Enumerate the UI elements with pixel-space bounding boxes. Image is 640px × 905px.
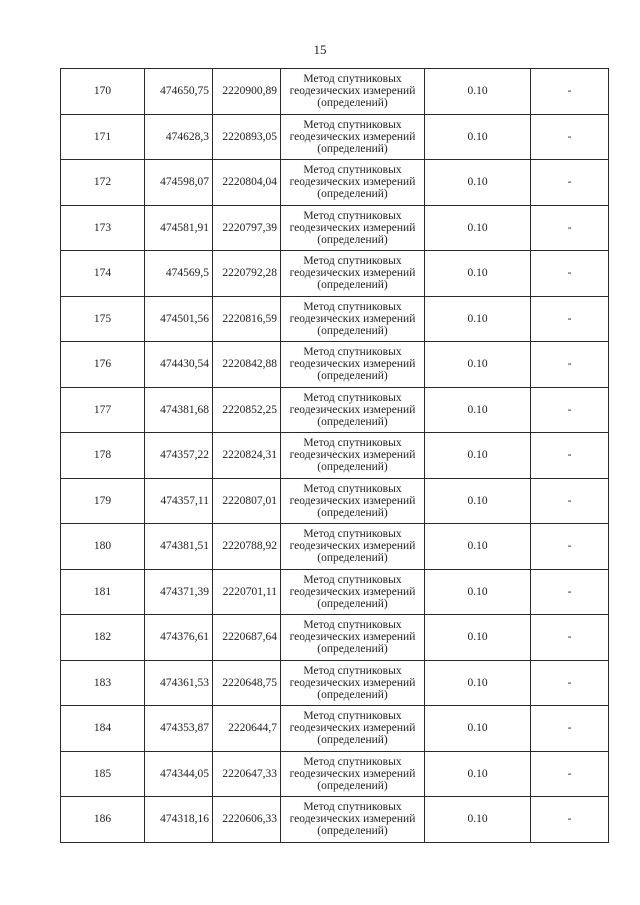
table-row [61,615,609,661]
point-number-cell: 170 [61,69,145,115]
method-cell [281,160,425,206]
table-row [61,660,609,706]
method-cell [281,478,425,524]
accuracy-cell: 0.10 [425,387,531,433]
method-line: (определений) [317,597,388,610]
method-cell [281,205,425,251]
method-line: Метод спутниковых [303,437,402,450]
y-coordinate-cell: 2220816,59 [213,296,281,342]
method-line: Метод спутниковых [303,528,402,541]
method-line: геодезических измерений [289,767,416,780]
method-line: (определений) [317,506,388,519]
method-cell [281,69,425,115]
method-line: Метод спутниковых [303,255,402,268]
description-cell: - [531,615,609,661]
accuracy-cell: 0.10 [425,660,531,706]
description-cell: - [531,160,609,206]
accuracy-cell: 0.10 [425,296,531,342]
coordinates-table [60,68,609,843]
method-line: (определений) [317,643,388,656]
point-number-cell: 176 [61,342,145,388]
method-line: геодезических измерений [289,494,416,507]
description-cell: - [531,706,609,752]
method-line: (определений) [317,324,388,337]
accuracy-cell: 0.10 [425,569,531,615]
method-line: геодезических измерений [289,631,416,644]
method-line: Метод спутниковых [303,619,402,632]
table-row [61,797,609,843]
method-line: (определений) [317,461,388,474]
x-coordinate-cell: 474361,53 [145,660,213,706]
method-line: геодезических измерений [289,676,416,689]
table-row [61,69,609,115]
method-line: Метод спутниковых [303,482,402,495]
method-line: (определений) [317,279,388,292]
accuracy-cell: 0.10 [425,342,531,388]
description-cell: - [531,524,609,570]
method-line: геодезических измерений [289,358,416,371]
x-coordinate-cell: 474501,56 [145,296,213,342]
point-number-cell: 178 [61,433,145,479]
accuracy-cell: 0.10 [425,751,531,797]
y-coordinate-cell: 2220687,64 [213,615,281,661]
method-line: геодезических измерений [289,540,416,553]
description-cell: - [531,660,609,706]
y-coordinate-cell: 2220792,28 [213,251,281,297]
x-coordinate-cell: 474353,87 [145,706,213,752]
method-line: (определений) [317,415,388,428]
method-line: геодезических измерений [289,722,416,735]
method-cell [281,433,425,479]
table-row [61,251,609,297]
method-line: Метод спутниковых [303,209,402,222]
x-coordinate-cell: 474318,16 [145,797,213,843]
method-line: (определений) [317,142,388,155]
description-cell: - [531,296,609,342]
x-coordinate-cell: 474371,39 [145,569,213,615]
accuracy-cell: 0.10 [425,797,531,843]
table-row [61,387,609,433]
description-cell: - [531,205,609,251]
method-cell [281,615,425,661]
accuracy-cell: 0.10 [425,478,531,524]
method-cell [281,706,425,752]
y-coordinate-cell: 2220842,88 [213,342,281,388]
description-cell: - [531,797,609,843]
y-coordinate-cell: 2220893,05 [213,114,281,160]
description-cell: - [531,251,609,297]
method-cell [281,524,425,570]
x-coordinate-cell: 474650,75 [145,69,213,115]
method-line: (определений) [317,688,388,701]
x-coordinate-cell: 474430,54 [145,342,213,388]
y-coordinate-cell: 2220648,75 [213,660,281,706]
y-coordinate-cell: 2220701,11 [213,569,281,615]
point-number-cell: 174 [61,251,145,297]
method-cell [281,569,425,615]
method-line: (определений) [317,97,388,110]
point-number-cell: 184 [61,706,145,752]
method-line: Метод спутниковых [303,710,402,723]
x-coordinate-cell: 474357,11 [145,478,213,524]
description-cell: - [531,433,609,479]
table-row [61,160,609,206]
method-line: (определений) [317,779,388,792]
method-line: Метод спутниковых [303,664,402,677]
x-coordinate-cell: 474376,61 [145,615,213,661]
method-line: Метод спутниковых [303,346,402,359]
method-line: геодезических измерений [289,312,416,325]
table-body [61,69,609,843]
method-cell [281,387,425,433]
method-line: Метод спутниковых [303,573,402,586]
accuracy-cell: 0.10 [425,251,531,297]
x-coordinate-cell: 474628,3 [145,114,213,160]
table-row [61,114,609,160]
y-coordinate-cell: 2220900,89 [213,69,281,115]
point-number-cell: 186 [61,797,145,843]
description-cell: - [531,478,609,524]
description-cell: - [531,387,609,433]
page-number: 15 [313,42,327,57]
method-line: геодезических измерений [289,85,416,98]
point-number-cell: 173 [61,205,145,251]
y-coordinate-cell: 2220852,25 [213,387,281,433]
method-line: геодезических измерений [289,130,416,143]
method-cell [281,660,425,706]
point-number-cell: 183 [61,660,145,706]
method-line: геодезических измерений [289,403,416,416]
method-line: геодезических измерений [289,813,416,826]
point-number-cell: 175 [61,296,145,342]
y-coordinate-cell: 2220804,04 [213,160,281,206]
method-cell [281,114,425,160]
accuracy-cell: 0.10 [425,524,531,570]
accuracy-cell: 0.10 [425,205,531,251]
method-line: Метод спутниковых [303,73,402,86]
method-line: геодезических измерений [289,267,416,280]
accuracy-cell: 0.10 [425,615,531,661]
method-line: (определений) [317,552,388,565]
y-coordinate-cell: 2220606,33 [213,797,281,843]
method-line: (определений) [317,188,388,201]
method-line: геодезических измерений [289,176,416,189]
point-number-cell: 181 [61,569,145,615]
accuracy-cell: 0.10 [425,114,531,160]
table-row [61,706,609,752]
method-line: Метод спутниковых [303,164,402,177]
table-row [61,205,609,251]
table-row [61,751,609,797]
table-row [61,569,609,615]
y-coordinate-cell: 2220647,33 [213,751,281,797]
description-cell: - [531,114,609,160]
table-row [61,478,609,524]
method-cell [281,342,425,388]
point-number-cell: 182 [61,615,145,661]
method-line: геодезических измерений [289,449,416,462]
point-number-cell: 185 [61,751,145,797]
method-cell [281,296,425,342]
x-coordinate-cell: 474598,07 [145,160,213,206]
table-row [61,433,609,479]
x-coordinate-cell: 474344,05 [145,751,213,797]
method-cell [281,797,425,843]
y-coordinate-cell: 2220807,01 [213,478,281,524]
x-coordinate-cell: 474381,51 [145,524,213,570]
accuracy-cell: 0.10 [425,69,531,115]
table-row [61,296,609,342]
point-number-cell: 172 [61,160,145,206]
y-coordinate-cell: 2220797,39 [213,205,281,251]
x-coordinate-cell: 474357,22 [145,433,213,479]
x-coordinate-cell: 474381,68 [145,387,213,433]
description-cell: - [531,751,609,797]
description-cell: - [531,69,609,115]
description-cell: - [531,569,609,615]
point-number-cell: 179 [61,478,145,524]
accuracy-cell: 0.10 [425,433,531,479]
method-line: (определений) [317,734,388,747]
point-number-cell: 177 [61,387,145,433]
method-line: Метод спутниковых [303,300,402,313]
table-row [61,524,609,570]
method-cell [281,251,425,297]
accuracy-cell: 0.10 [425,706,531,752]
description-cell: - [531,342,609,388]
method-line: (определений) [317,370,388,383]
y-coordinate-cell: 2220824,31 [213,433,281,479]
point-number-cell: 171 [61,114,145,160]
method-line: геодезических измерений [289,221,416,234]
y-coordinate-cell: 2220788,92 [213,524,281,570]
method-line: Метод спутниковых [303,118,402,131]
method-line: (определений) [317,825,388,838]
x-coordinate-cell: 474581,91 [145,205,213,251]
accuracy-cell: 0.10 [425,160,531,206]
table-row [61,342,609,388]
y-coordinate-cell: 2220644,7 [213,706,281,752]
method-line: Метод спутниковых [303,391,402,404]
point-number-cell: 180 [61,524,145,570]
method-line: Метод спутниковых [303,755,402,768]
method-cell [281,751,425,797]
method-line: Метод спутниковых [303,801,402,814]
method-line: геодезических измерений [289,585,416,598]
x-coordinate-cell: 474569,5 [145,251,213,297]
method-line: (определений) [317,233,388,246]
